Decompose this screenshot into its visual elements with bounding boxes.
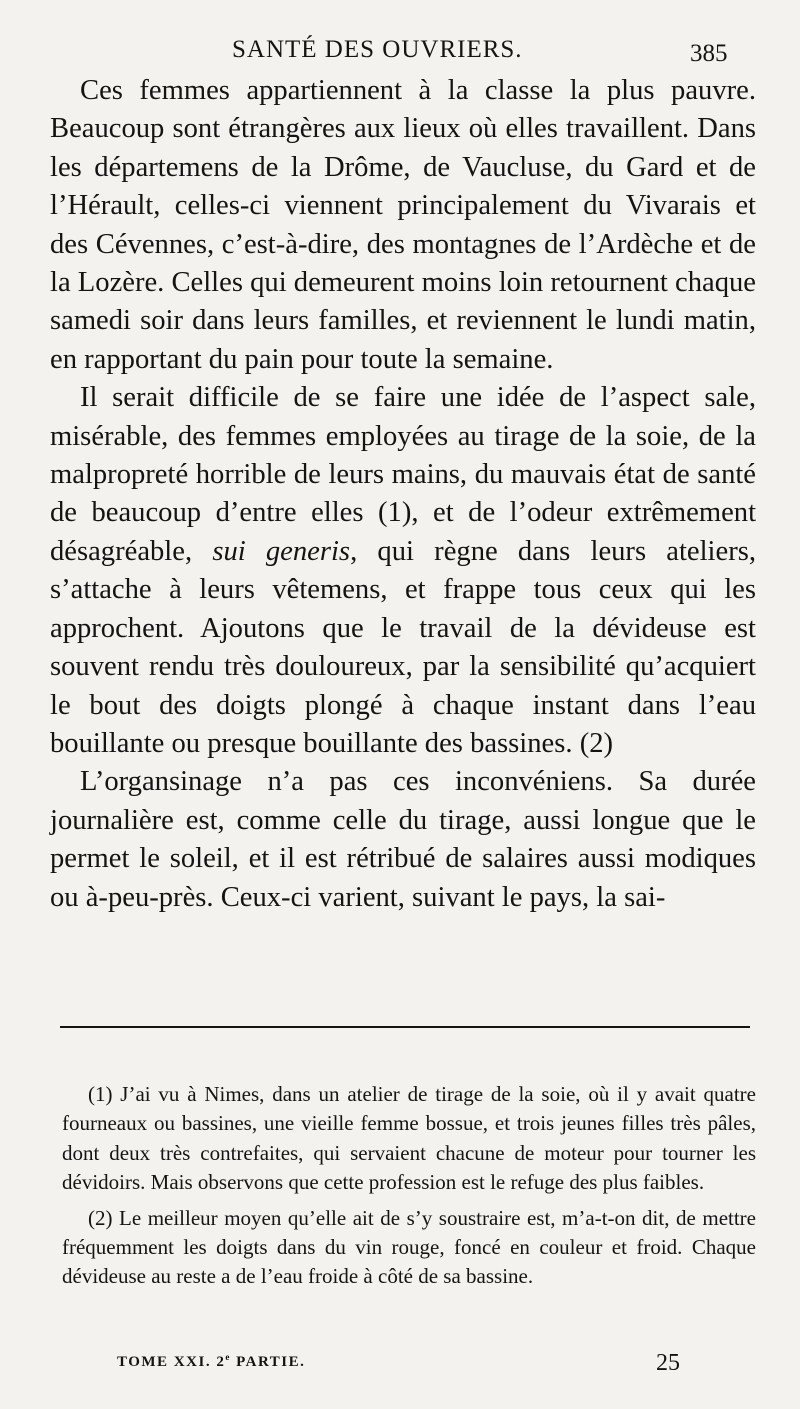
footnote-1: (1) J’ai vu à Nimes, dans un atelier de tirage de la soie, où il y avait quatre fourneaux ou bassines, une vieille femme bossue, et trois jeunes filles très pâles, dont deux très contrefaites, qui servaient chacune de moteur pour tourner les dévidoirs. Mais observons que cette profession est le refuge des plus faibles. [62,1082,756,1195]
paragraph-3: L’organsinage n’a pas ces inconvéniens. Sa durée journalière est, comme celle du tirage, aussi longue que le permet le soleil, et il est rétribué de salaires aussi modiques ou à-peu-près. Ceux-ci varient, suivant le pays, la sai- [50,766,756,913]
main-text [50,72,756,917]
paragraph-2-text-b: , et de l’odeur extrêmement désagréable, [50,497,757,567]
footnote-rule [60,1026,750,1028]
sheet-number: 25 [656,1350,680,1376]
signature-end: PARTIE. [230,1354,306,1370]
paragraph-2 [50,379,756,763]
signature-main: TOME XXI. 2 [117,1354,226,1370]
page-footer [0,1350,800,1380]
page-number: 385 [690,40,728,67]
paragraph-2-text-c: , qui règne dans leurs ateliers, s’attache à leurs vêtemens, et frappe tous ceux qui les approchent. Ajoutons que le travail de la dévideuse est souvent rendu très douloureux, par la sensibilité qu’acquiert le bout des doigts plongé à chaque instant dans l’eau bouillante ou presque bouillante des bassines. [50,535,756,759]
italic-term: sui generis [212,535,351,567]
footnote-2: (2) Le meilleur moyen qu’elle ait de s’y soustraire est, m’a-t-on dit, de mettre fréquemment les doigts dans du vin rouge, foncé en couleur et froid. Chaque dévideuse au reste a de l’eau froide à côté de sa bassine. [62,1205,756,1289]
footnotes [62,1080,756,1298]
paragraph-1: Ces femmes appartiennent à la classe la plus pauvre. Beaucoup sont étrangères aux lieux où elles travaillent. Dans les départemens de la Drôme, de Vaucluse, du Gard et de l’Hérault, celles-ci viennent principalement du Vivarais et des Cévennes, c’est-à-dire, des montagnes de l’Ardèche et de la Lozère. Celles qui demeurent moins loin retournent chaque samedi soir dans leurs familles, et reviennent le lundi matin, en rapportant du pain pour toute la semaine. [50,75,756,375]
signature-superscript: e [225,1352,231,1362]
signature-mark [117,1354,305,1371]
footnote-ref-1: (1) [378,497,412,529]
page-header [0,34,800,74]
running-title: SANTÉ DES OUVRIERS. [232,36,523,63]
footnote-ref-2: (2) [579,727,614,759]
paragraph-2-text-a: Il serait difficile de se faire une idée de l’aspect sale, misérable, des femmes employées au tirage de la soie, de la malpropreté horrible de leurs mains, du mauvais état de santé de beaucoup d’entre elles [50,382,756,529]
